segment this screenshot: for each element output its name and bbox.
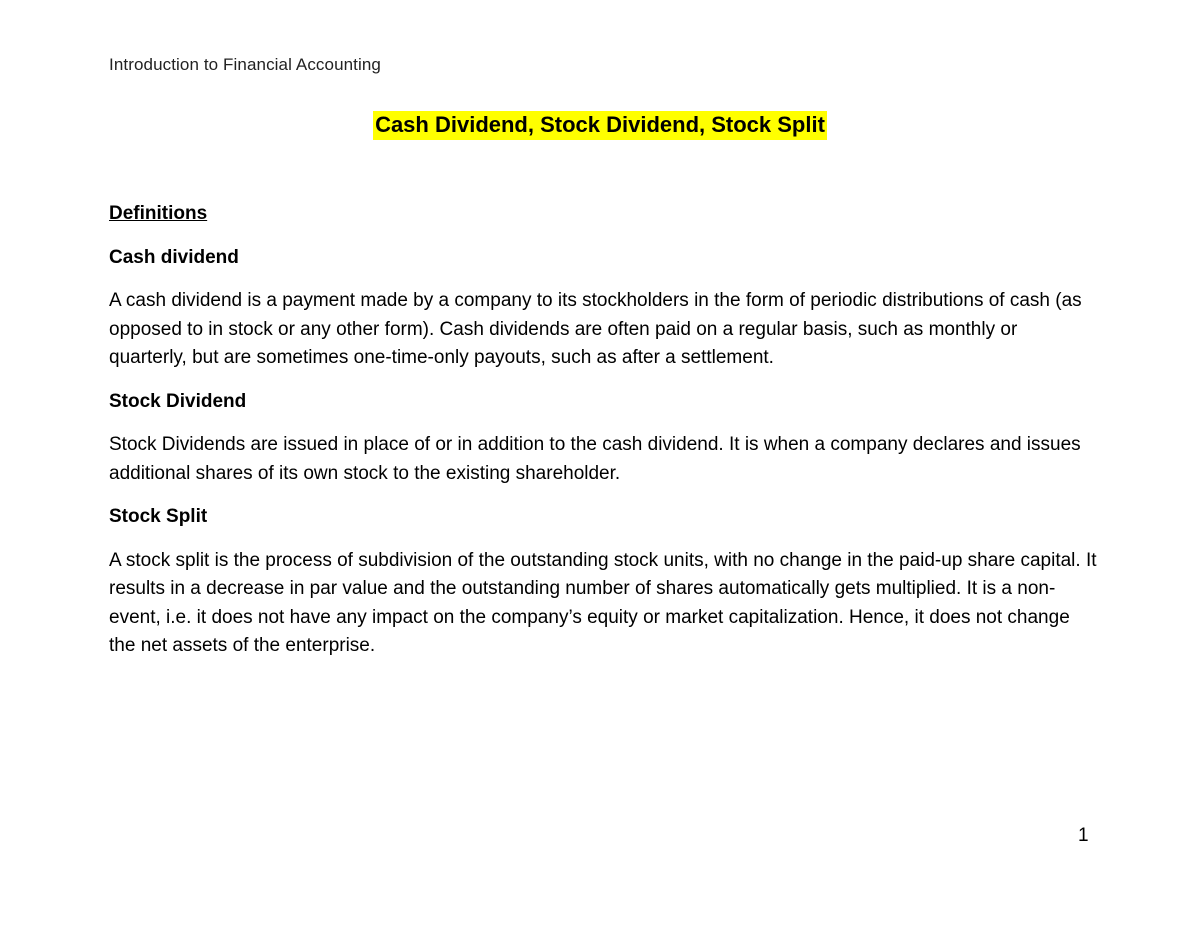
- title-container: [0, 111, 1200, 140]
- running-header: Introduction to Financial Accounting: [109, 55, 381, 74]
- page-number: 1: [1078, 825, 1089, 846]
- definition-cash-dividend: A cash dividend is a payment made by a company to its stockholders in the form of periodic distributions of cash (as opposed to in stock or any other form). Cash dividends are often paid on a regular basis, such as monthly or quarterly, but are sometimes one-time-only payouts, such as after a settlement.: [109, 290, 1082, 368]
- definition-stock-dividend: Stock Dividends are issued in place of or in addition to the cash dividend. It is when a company declares and issues additional shares of its own stock to the existing shareholder.: [109, 434, 1081, 484]
- document-body: [109, 200, 1099, 676]
- section-heading-definitions: Definitions: [109, 203, 208, 224]
- term-cash-dividend: Cash dividend: [109, 246, 239, 268]
- definition-stock-split: A stock split is the process of subdivision of the outstanding stock units, with no change in the paid-up share capital. It results in a decrease in par value and the outstanding number of shares automatically gets multiplied. It is a non-event, i.e. it does not have any impact on the company’s equity or market capitalization. Hence, it does not change the net assets of the enterprise.: [109, 549, 1097, 656]
- document-title: Cash Dividend, Stock Dividend, Stock Split: [373, 111, 827, 140]
- term-stock-dividend: Stock Dividend: [109, 390, 247, 412]
- term-stock-split: Stock Split: [109, 506, 208, 527]
